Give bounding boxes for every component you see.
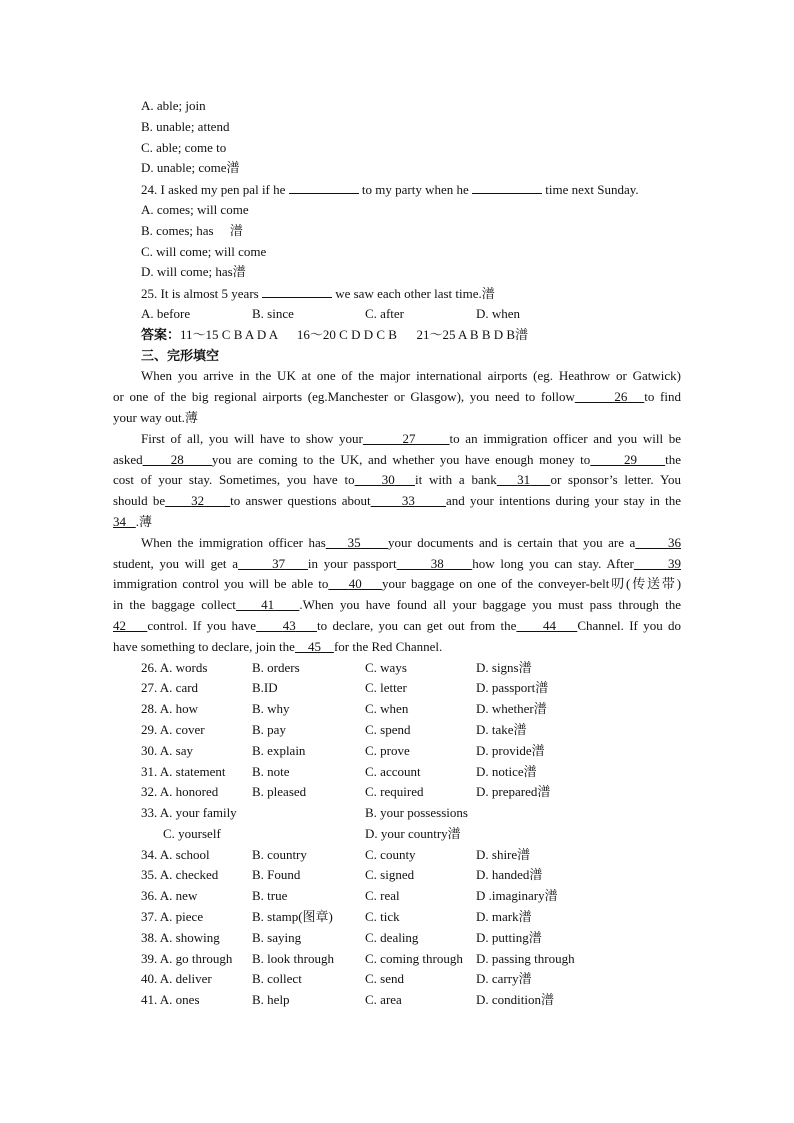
passage-line: First of all, you will have to show your 27 to an immigration officer and you will be	[141, 430, 681, 446]
cloze-option-c: C. signed	[365, 867, 415, 883]
q25-option-d: D. when	[476, 305, 521, 321]
cloze-option-c: C. ways	[365, 659, 407, 675]
cloze-option-a: 31. A. statement	[141, 763, 226, 779]
cloze-option-b: B.ID	[252, 680, 278, 696]
blank-38: 38	[430, 555, 444, 571]
cloze-option-row	[113, 720, 681, 741]
q33-option-a: 33. A. your family	[141, 805, 237, 821]
passage-line: When you arrive in the UK at one of the major international airports (eg. Heathrow or Gatwick)	[141, 368, 681, 384]
cloze-option-b: B. pay	[252, 721, 286, 737]
cloze-option-row	[113, 949, 681, 970]
blank-32: 32	[191, 493, 205, 509]
q33-option-d: D. your country潽	[365, 825, 461, 841]
cloze-option-c: C. spend	[365, 721, 411, 737]
cloze-option-row	[113, 658, 681, 679]
cloze-option-d: D. mark潽	[476, 909, 532, 925]
q25-stem: 25. It is almost 5 years we saw each other last time.潽	[113, 283, 681, 304]
worksheet-page	[113, 96, 681, 1011]
cloze-option-c: C. coming through	[365, 950, 463, 966]
q23-option-d: D. unable; come潽	[141, 160, 240, 176]
blank-39: 39	[668, 555, 681, 571]
q23-option-c: C. able; come to	[141, 139, 227, 155]
cloze-option-row	[113, 699, 681, 720]
cloze-option-b: B. true	[252, 888, 288, 904]
cloze-option-a: 34. A. school	[141, 846, 210, 862]
q23-option-a: A. able; join	[141, 98, 206, 113]
section-title: 三、完形填空	[141, 347, 220, 363]
cloze-option-c: C. letter	[365, 680, 407, 696]
cloze-option-d: D. passport潽	[476, 680, 549, 696]
q24-blank-1	[289, 179, 359, 194]
q25-options	[113, 304, 681, 325]
q24-option-d: D. will come; has潽	[141, 264, 246, 280]
blank-30: 30	[381, 472, 395, 488]
cloze-option-c: C. tick	[365, 909, 400, 925]
cloze-option-d: D. carry潽	[476, 971, 532, 987]
cloze-option-row	[113, 990, 681, 1011]
cloze-option-c: C. county	[365, 846, 416, 862]
passage-line: or one of the big regional airports (eg.Manchester or Glasgow), you need to follow 26 to find	[113, 389, 681, 405]
cloze-option-d: D. handed潽	[476, 867, 543, 883]
blank-31: 31	[517, 472, 531, 488]
passage-line: in the baggage collect 41 .When you have found all your baggage you must pass through the	[113, 597, 682, 613]
cloze-options-group-1	[113, 658, 681, 804]
passage-line: 42 control. If you have 43 to declare, you can get out from the 44 Channel. If you do	[113, 617, 682, 633]
cloze-option-c: C. required	[365, 784, 424, 800]
cloze-option-a: 37. A. piece	[141, 909, 204, 925]
cloze-option-d: D. condition潽	[476, 992, 554, 1008]
cloze-option-a: 40. A. deliver	[141, 971, 212, 987]
q25-option-b: B. since	[252, 305, 294, 321]
cloze-option-row	[113, 886, 681, 907]
cloze-option-b: B. stamp(图章)	[252, 909, 333, 925]
cloze-option-c: C. account	[365, 763, 421, 779]
blank-27: 27	[402, 430, 416, 446]
q24-option-b: B. comes; has 潽	[141, 222, 243, 238]
cloze-option-a: 36. A. new	[141, 888, 198, 904]
blank-36: 36	[668, 534, 682, 550]
cloze-option-b: B. orders	[252, 659, 300, 675]
cloze-option-a: 38. A. showing	[141, 929, 220, 945]
cloze-option-c: C. dealing	[365, 929, 419, 945]
blank-37: 37	[272, 555, 286, 571]
q33-option-c: C. yourself	[163, 825, 221, 841]
cloze-option-row	[113, 782, 681, 803]
cloze-option-d: D. putting潽	[476, 929, 542, 945]
cloze-option-a: 32. A. honored	[141, 784, 219, 800]
cloze-option-row	[113, 678, 681, 699]
cloze-option-d: D. prepared潽	[476, 784, 551, 800]
cloze-option-b: B. Found	[252, 867, 301, 883]
q33-options-row-2	[113, 824, 681, 845]
blank-35: 35	[347, 534, 361, 550]
q24-option-a: A. comes; will come	[141, 201, 249, 217]
cloze-option-row	[113, 907, 681, 928]
q24-stem: 24. I asked my pen pal if he to my party when he time next Sunday.	[113, 179, 681, 200]
passage-line: your way out.薄	[113, 409, 198, 425]
cloze-option-c: C. send	[365, 971, 404, 987]
cloze-option-d: D. provide潽	[476, 742, 545, 758]
cloze-option-c: C. area	[365, 992, 402, 1008]
cloze-option-a: 35. A. checked	[141, 867, 219, 883]
cloze-option-d: D. whether潽	[476, 701, 547, 717]
cloze-option-d: D. notice潽	[476, 763, 537, 779]
cloze-option-b: B. pleased	[252, 784, 307, 800]
q33-options-row-1	[113, 803, 681, 824]
cloze-option-row	[113, 741, 681, 762]
blank-41: 41	[261, 597, 275, 613]
blank-43: 43	[282, 617, 296, 633]
passage-line: 34 .薄	[113, 513, 153, 529]
cloze-option-row	[113, 928, 681, 949]
blank-33: 33	[401, 493, 415, 509]
cloze-option-d: D. take潽	[476, 721, 527, 737]
cloze-option-b: B. country	[252, 846, 307, 862]
q25-blank	[262, 283, 332, 298]
cloze-option-a: 39. A. go through	[141, 950, 233, 966]
cloze-option-row	[113, 762, 681, 783]
q25-option-c: C. after	[365, 305, 404, 321]
cloze-option-a: 27. A. card	[141, 680, 199, 696]
passage-line: immigration control you will be able to 40 your baggage on one of the conveyer-belt叨(传送带)	[113, 576, 682, 592]
q33-option-b: B. your possessions	[365, 805, 468, 821]
blank-34: 34	[113, 513, 126, 529]
blank-29: 29	[624, 451, 637, 467]
cloze-option-d: D .imaginary潽	[476, 888, 558, 904]
cloze-option-a: 29. A. cover	[141, 721, 205, 737]
cloze-option-a: 30. A. say	[141, 742, 193, 758]
blank-26: 26	[614, 389, 628, 405]
cloze-option-b: B. note	[252, 763, 290, 779]
cloze-option-b: B. help	[252, 992, 290, 1008]
cloze-option-c: C. real	[365, 888, 400, 904]
q25-option-a: A. before	[141, 305, 191, 321]
blank-44: 44	[543, 617, 557, 633]
cloze-option-b: B. explain	[252, 742, 306, 758]
passage-line: should be 32 to answer questions about 33 and your intentions during your stay in the	[113, 493, 681, 509]
q23-option-b: B. unable; attend	[141, 118, 230, 134]
cloze-option-c: C. when	[365, 701, 409, 717]
cloze-option-b: B. collect	[252, 971, 302, 987]
q24-blank-2	[472, 179, 542, 194]
passage-line: When the immigration officer has 35 your documents and is certain that you are a 36	[141, 534, 682, 550]
cloze-option-row	[113, 845, 681, 866]
cloze-option-d: D. signs潽	[476, 659, 532, 675]
cloze-option-c: C. prove	[365, 742, 410, 758]
answer-key: 答案：11～15 C B A D A 16～20 C D D C B 21～25 A B B D B潽	[141, 326, 529, 342]
cloze-option-b: B. why	[252, 701, 290, 717]
blank-42: 42	[113, 617, 126, 633]
cloze-option-b: B. saying	[252, 929, 302, 945]
cloze-option-d: D. passing through	[476, 950, 575, 966]
blank-40: 40	[348, 576, 362, 592]
q24-option-c: C. will come; will come	[141, 243, 267, 259]
cloze-option-a: 28. A. how	[141, 701, 199, 717]
cloze-option-b: B. look through	[252, 950, 334, 966]
passage-line: cost of your stay. Sometimes, you have to 30 it with a bank 31 or sponsor’s letter. You	[113, 472, 682, 488]
cloze-option-row	[113, 969, 681, 990]
cloze-option-d: D. shire潽	[476, 846, 531, 862]
passage-line: student, you will get a 37 in your passport 38 how long you can stay. After 39	[113, 555, 681, 571]
cloze-option-a: 26. A. words	[141, 659, 208, 675]
blank-28: 28	[170, 451, 184, 467]
cloze-option-a: 41. A. ones	[141, 992, 200, 1008]
passage-line: have something to declare, join the 45 for the Red Channel.	[113, 638, 443, 654]
cloze-options-group-2	[113, 845, 681, 1011]
cloze-option-row	[113, 865, 681, 886]
passage-line: asked 28 you are coming to the UK, and whether you have enough money to 29 the	[113, 451, 682, 467]
blank-45: 45	[307, 638, 321, 654]
